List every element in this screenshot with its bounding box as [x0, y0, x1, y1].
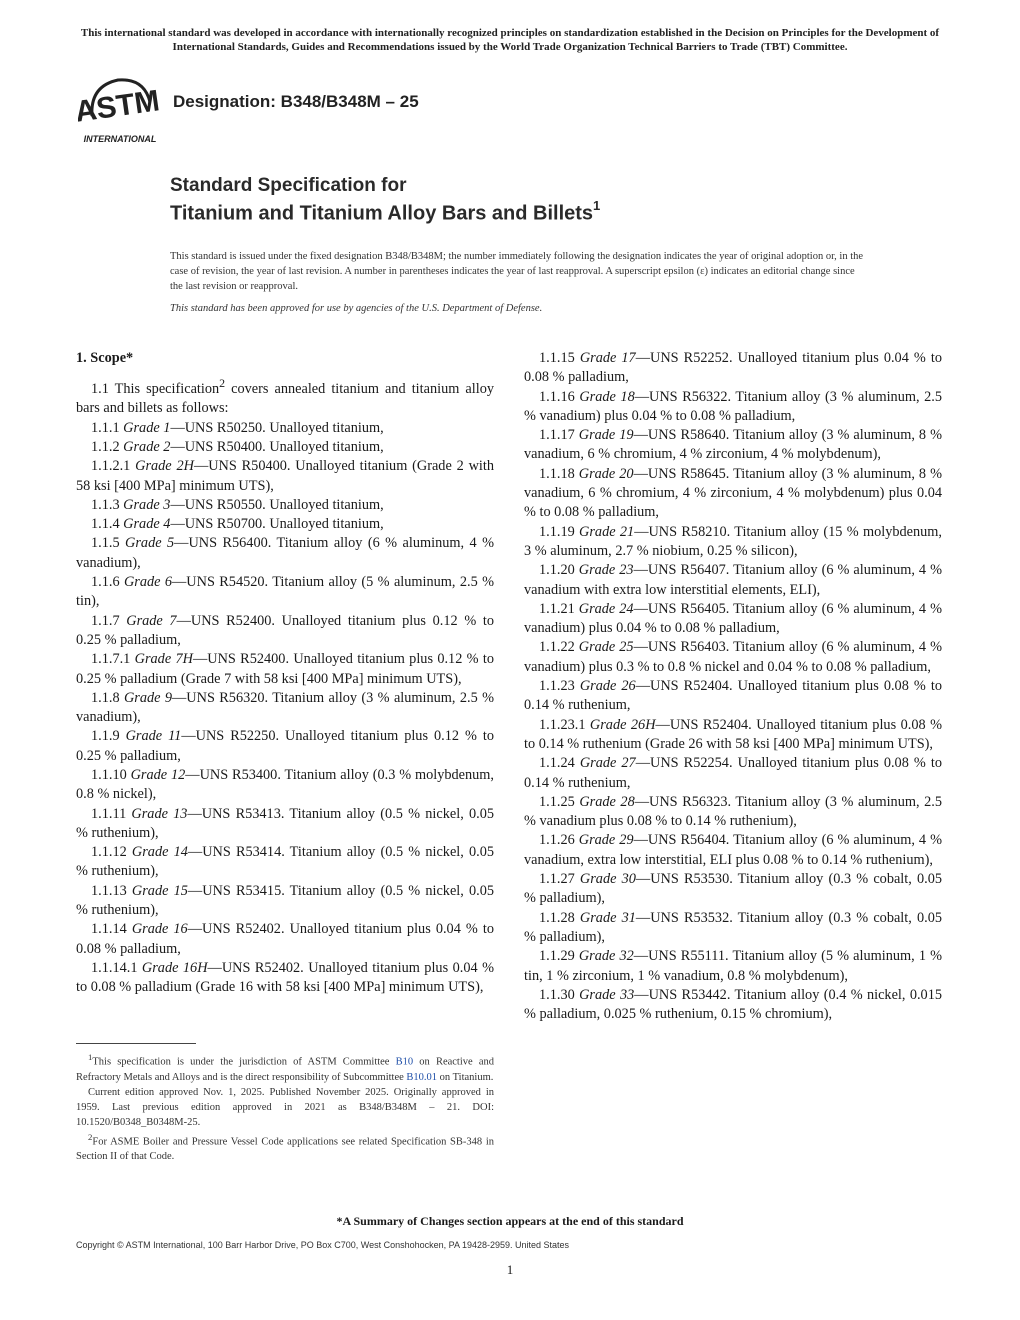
scope-item [76, 534, 494, 573]
grade-name: Grade 15 [131, 882, 188, 899]
grade-name: Grade 11 [125, 728, 182, 745]
item-number: 1.1.12 [91, 844, 132, 861]
grade-name: Grade 30 [579, 871, 636, 888]
item-number: 1.1.21 [539, 600, 579, 617]
title-text: Titanium and Titanium Alloy Bars and Billets [170, 202, 594, 225]
item-description: —UNS R58210. Titanium alloy (15 % molybdenum, 3 % aluminum, 2.7 % niobium, 0.25 % silicon), [524, 523, 942, 559]
item-number: 1.1.23.1 [539, 716, 590, 733]
scope-item [76, 959, 494, 998]
item-number: 1.1.8 [91, 689, 124, 706]
grade-name: Grade 26H [589, 716, 656, 733]
item-number: 1.1.5 [91, 535, 126, 552]
scope-item [76, 843, 494, 882]
grade-name: Grade 17 [579, 350, 636, 366]
summary-of-changes-note: *A Summary of Changes section appears at the end of this standard [336, 1214, 684, 1228]
grade-name: Grade 25 [578, 639, 634, 656]
scope-item [524, 677, 942, 716]
item-number: 1.1.1 [91, 419, 124, 436]
scope-item [76, 727, 494, 766]
scope-item [524, 388, 942, 427]
item-description: —UNS R53415. Titanium alloy (0.5 % nickel, 0.05 % ruthenium), [76, 882, 495, 919]
item-number: 1.1.10 [91, 767, 131, 783]
logo-text: INTERNATIONAL [83, 134, 157, 144]
scope-item [76, 457, 494, 496]
grade-name: Grade 28 [579, 793, 635, 810]
logo-mark: ASTM [78, 84, 162, 129]
item-description: —UNS R58640. Titanium alloy (3 % aluminum, 8 % vanadium, 6 % chromium, 4 % zirconium, 4 % molybdenum), [524, 427, 942, 463]
grade-name: Grade 31 [579, 909, 636, 926]
footnote-2-text: For ASME Boiler and Pressure Vessel Code applications see related Specification SB-348 in Section II of that Code. [76, 1136, 494, 1162]
issuance-note: This standard is issued under the fixed designation B348/B348M; the number immediately following the designation indicates the year of original adoption or, in the case of revision, the year of last revision. A number in parentheses indicates the year of last reapproval. A superscript epsilon (ε) indicates an editorial change since the last revision or reapproval. [170, 251, 864, 292]
item-number: 1.1 This specification [91, 381, 220, 398]
scope-item [524, 426, 942, 465]
grade-name: Grade 2H [135, 458, 194, 475]
scope-item [524, 716, 942, 755]
item-number: 1.1.13 [91, 882, 132, 899]
item-number: 1.1.17 [539, 427, 579, 444]
item-description: —UNS R58645. Titanium alloy (3 % aluminum, 8 % vanadium, 6 % chromium, 4 % zirconium, 4 % molybdenum) plus 0.04 % to 0.08 % palladium, [524, 465, 942, 521]
item-description: —UNS R50400. Unalloyed titanium, [170, 438, 384, 455]
scope-item [524, 349, 942, 388]
item-number: 1.1.4 [91, 516, 124, 533]
item-number: 1.1.29 [539, 948, 579, 965]
item-description: —UNS R56400. Titanium alloy (6 % aluminum, 4 % vanadium), [76, 535, 494, 571]
item-description: —UNS R50250. Unalloyed titanium, [170, 419, 384, 436]
scope-item [524, 870, 942, 909]
title-line-2 [170, 200, 600, 226]
grade-name: Grade 13 [131, 805, 188, 822]
copyright: Copyright © ASTM International, 100 Barr Harbor Drive, PO Box C700, West Conshohocken, PA 19428-2959. United States [76, 1240, 570, 1250]
page-number: 1 [506, 1262, 514, 1277]
item-description: —UNS R52252. Unalloyed titanium plus 0.04 % to 0.08 % palladium, [524, 350, 943, 386]
scope-item [524, 523, 942, 562]
scope-item [76, 920, 494, 959]
left-column [76, 349, 494, 998]
scope-item [76, 650, 494, 689]
item-number: 1.1.26 [539, 832, 579, 849]
grade-name: Grade 29 [578, 832, 634, 849]
footnote-ref[interactable]: 2 [219, 376, 226, 391]
committee-link[interactable]: B10 [395, 1056, 414, 1068]
item-description: —UNS R53530. Titanium alloy (0.3 % cobalt, 0.05 % palladium), [524, 871, 943, 907]
grade-name: Grade 32 [578, 948, 634, 965]
approval-note: This standard has been approved for use by agencies of the U.S. Department of Defense. [170, 303, 543, 314]
item-description: —UNS R53400. Titanium alloy (0.3 % molybdenum, 0.8 % nickel), [76, 767, 494, 803]
scope-item [76, 766, 494, 805]
item-number: 1.1.7.1 [91, 651, 135, 668]
footnote-2 [76, 1130, 494, 1165]
footnote-1-text-c: on Titanium. [437, 1071, 494, 1083]
item-number: 1.1.6 [91, 574, 124, 591]
grade-name: Grade 23 [578, 562, 634, 579]
item-description: —UNS R50550. Unalloyed titanium, [170, 496, 384, 513]
footnote-2-number: 2 [88, 1131, 93, 1142]
item-number: 1.1.2 [91, 438, 124, 455]
grade-name: Grade 9 [123, 689, 172, 706]
item-description: —UNS R56403. Titanium alloy (6 % aluminum, 4 % vanadium) plus 0.3 % to 0.8 % nickel and 0.04 % to 0.08 % palladium, [524, 639, 942, 675]
grade-name: Grade 2 [123, 438, 171, 455]
item-description: —UNS R52404. Unalloyed titanium plus 0.08 % to 0.14 % ruthenium (Grade 26 with 58 ksi [400 MPa] minimum UTS), [524, 716, 942, 752]
grade-name: Grade 24 [578, 600, 634, 617]
subcommittee-link[interactable]: B10.01 [406, 1071, 438, 1083]
footnote-1-text-b: on Reactive and Refractory Metals and Alloys and is the direct responsibility of Subcommittee [76, 1056, 494, 1083]
scope-item [524, 600, 942, 639]
item-number: 1.1.3 [91, 496, 124, 513]
grade-name: Grade 5 [125, 535, 175, 552]
item-description: —UNS R52400. Unalloyed titanium plus 0.12 % to 0.25 % palladium (Grade 7 with 58 ksi [400 MPa] minimum UTS), [76, 651, 495, 687]
scope-item [524, 638, 942, 677]
scope-item [524, 909, 942, 948]
item-description: —UNS R56404. Titanium alloy (6 % aluminum, 4 % vanadium, extra low interstitial, ELI plus 0.08 % to 0.14 % ruthenium), [524, 832, 942, 868]
item-number: 1.1.16 [539, 388, 580, 405]
grade-name: Grade 19 [578, 427, 634, 444]
title-line-1: Standard Specification for [170, 175, 407, 196]
scope-item [524, 831, 942, 870]
scope-item [76, 882, 494, 921]
grade-name: Grade 18 [579, 388, 635, 405]
scope-item [524, 465, 942, 523]
item-description: —UNS R52400. Unalloyed titanium plus 0.12 % to 0.25 % palladium, [76, 612, 494, 648]
scope-item [76, 438, 494, 457]
item-description: —UNS R52250. Unalloyed titanium plus 0.12 % to 0.25 % palladium, [76, 728, 495, 764]
scope-item [76, 374, 494, 418]
grade-name: Grade 27 [579, 755, 636, 772]
grade-name: Grade 16 [131, 921, 188, 938]
scope-item [76, 573, 494, 612]
item-description: —UNS R50400. Unalloyed titanium (Grade 2 with 58 ksi [400 MPa] minimum UTS), [76, 458, 494, 494]
item-description: —UNS R54520. Titanium alloy (5 % aluminum, 2.5 % tin), [76, 574, 494, 610]
right-column [524, 349, 942, 1024]
item-number: 1.1.22 [539, 639, 579, 656]
item-description: —UNS R52402. Unalloyed titanium plus 0.04 % to 0.08 % palladium (Grade 16 with 58 ksi [400 MPa] minimum UTS), [76, 959, 494, 996]
item-number: 1.1.18 [539, 465, 579, 482]
item-description: —UNS R50700. Unalloyed titanium, [170, 516, 384, 533]
trade-notice: This international standard was developed in accordance with internationally recognized principles on standardization established in the Decision on Principles for the Development of International Standards, Guides and Recommendations issued by the World Trade Organization Technical Barriers to Trade (TBT) Committee. [80, 27, 940, 53]
item-number: 1.1.7 [91, 612, 127, 629]
item-description: —UNS R56322. Titanium alloy (3 % aluminum, 2.5 % vanadium) plus 0.04 % to 0.08 % palladium, [524, 388, 942, 424]
footnote-divider [76, 1043, 196, 1044]
item-description: —UNS R53414. Titanium alloy (0.5 % nickel, 0.05 % ruthenium), [76, 844, 495, 880]
grade-name: Grade 7H [134, 651, 193, 668]
scope-item [524, 561, 942, 600]
item-description: —UNS R56320. Titanium alloy (3 % aluminum, 2.5 % vanadium), [76, 689, 494, 726]
scope-heading: 1. Scope* [76, 350, 134, 366]
scope-item [76, 496, 494, 515]
item-number: 1.1.27 [539, 871, 580, 888]
item-description: —UNS R56405. Titanium alloy (6 % aluminum, 4 % vanadium) plus 0.04 % to 0.08 % palladium, [524, 600, 942, 637]
item-number: 1.1.11 [91, 805, 132, 822]
grade-name: Grade 26 [579, 678, 636, 695]
scope-item [76, 612, 494, 651]
item-number: 1.1.9 [91, 728, 126, 745]
grade-name: Grade 16H [141, 959, 208, 976]
scope-item [76, 805, 494, 844]
grade-name: Grade 21 [579, 523, 635, 540]
item-number: 1.1.24 [539, 755, 580, 772]
item-description: —UNS R56323. Titanium alloy (3 % aluminum, 2.5 % vanadium plus 0.08 % to 0.14 % ruthenium), [524, 793, 942, 830]
grade-name: Grade 33 [579, 986, 635, 1003]
footnote-1-text-a: This specification is under the jurisdiction of ASTM Committee [92, 1056, 396, 1068]
grade-name: Grade 6 [123, 574, 172, 591]
scope-item [524, 793, 942, 832]
scope-item [76, 689, 494, 728]
scope-item [524, 986, 942, 1025]
item-number: 1.1.25 [539, 793, 580, 810]
grade-name: Grade 20 [578, 465, 634, 482]
grade-name: Grade 1 [123, 419, 171, 436]
grade-name: Grade 7 [126, 612, 177, 629]
footnotes [76, 1050, 494, 1164]
item-number: 1.1.14 [91, 921, 132, 938]
grade-name: Grade 3 [123, 496, 171, 513]
title-footnote-ref[interactable]: 1 [593, 198, 601, 213]
item-number: 1.1.30 [539, 986, 580, 1003]
item-number: 1.1.19 [539, 523, 580, 540]
grade-name: Grade 12 [130, 767, 186, 783]
item-number: 1.1.14.1 [91, 959, 142, 976]
item-description: covers annealed titanium and titanium alloy bars and billets as follows: [76, 381, 494, 417]
scope-item [524, 947, 942, 986]
item-description: —UNS R53532. Titanium alloy (0.3 % cobalt, 0.05 % palladium), [524, 909, 943, 945]
scope-item [76, 419, 494, 438]
grade-name: Grade 14 [131, 844, 188, 861]
item-number: 1.1.15 [539, 350, 580, 366]
item-description: —UNS R56407. Titanium alloy (6 % aluminum, 4 % vanadium with extra low interstitial elements, ELI), [524, 562, 942, 598]
item-description: —UNS R52402. Unalloyed titanium plus 0.04 % to 0.08 % palladium, [76, 921, 495, 957]
astm-logo-icon [78, 72, 162, 146]
edition-note: Current edition approved Nov. 1, 2025. Published November 2025. Originally approved in 1959. Last previous edition approved in 2021 as B348/B348M – 21. DOI: 10.1520/B0348_B0348M-25. [76, 1086, 494, 1128]
designation: Designation: B348/B348M – 25 [173, 92, 419, 111]
item-description: —UNS R52404. Unalloyed titanium plus 0.08 % to 0.14 % ruthenium, [524, 678, 943, 714]
footnote-1 [76, 1050, 494, 1085]
item-description: —UNS R53413. Titanium alloy (0.5 % nickel, 0.05 % ruthenium), [76, 805, 494, 841]
grade-name: Grade 4 [123, 516, 171, 533]
item-description: —UNS R53442. Titanium alloy (0.4 % nickel, 0.015 % palladium, 0.025 % ruthenium, 0.15 % chromium), [524, 986, 942, 1023]
scope-item [524, 754, 942, 793]
item-number: 1.1.28 [539, 909, 580, 926]
item-number: 1.1.2.1 [91, 458, 136, 475]
item-number: 1.1.20 [539, 562, 579, 579]
footnote-1-number: 1 [88, 1052, 93, 1062]
item-number: 1.1.23 [539, 678, 580, 695]
item-description: —UNS R55111. Titanium alloy (5 % aluminum, 1 % tin, 1 % zirconium, 1 % vanadium, 0.8 % molybdenum), [524, 948, 942, 984]
item-description: —UNS R52254. Unalloyed titanium plus 0.08 % to 0.14 % ruthenium, [524, 755, 943, 791]
scope-item [76, 515, 494, 534]
